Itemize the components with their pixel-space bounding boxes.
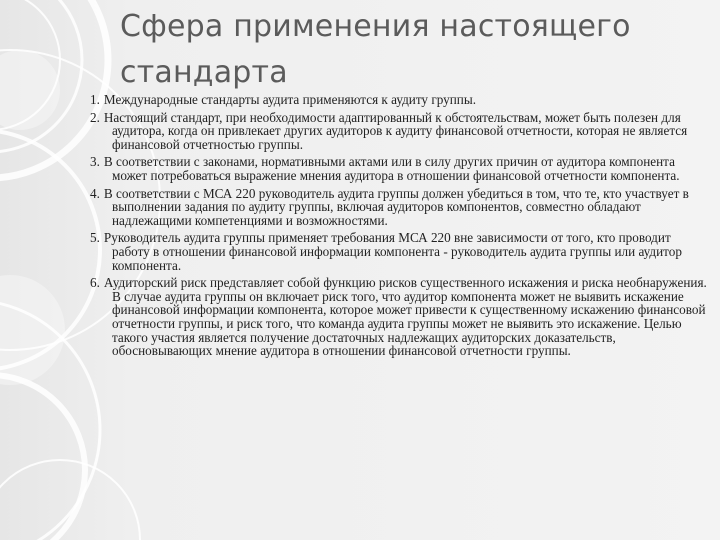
- item-text: Руководитель аудита группы применяет требования МСА 220 вне зависимости от того, кто проводит работу в отношении финансовой информации компонента - руководитель аудита группы или аудитор компонента.: [103, 230, 682, 273]
- list-item: [90, 155, 710, 182]
- list-item: [90, 187, 710, 228]
- scope-list: [90, 93, 710, 362]
- item-text: В соответствии с МСА 220 руководитель аудита группы должен убедиться в том, что те, кто участвует в выполнении задания по аудиту группы, включая аудиторов компонентов, совместно обладают надлежащими компетенциями и возможностями.: [103, 185, 689, 228]
- item-text: В соответствии с законами, нормативными актами или в силу других причин от аудитора компонента может потребоваться выражение мнения аудитора в отношении финансовой отчетности компонента.: [103, 154, 680, 183]
- list-item: [90, 276, 710, 358]
- item-number: 3.: [90, 154, 100, 170]
- item-number: 5.: [90, 230, 100, 246]
- item-number: 4.: [90, 185, 100, 201]
- item-number: 6.: [90, 275, 100, 291]
- list-item: [90, 111, 710, 152]
- list-item: [90, 93, 710, 107]
- slide-title: Сфера применения настоящего стандарта: [120, 9, 631, 90]
- item-text: Международные стандарты аудита применяются к аудиту группы.: [103, 92, 477, 107]
- item-text: Настоящий стандарт, при необходимости адаптированный к обстоятельствам, может быть полезен для аудитора, когда он привлекает других аудиторов к аудиту финансовой отчетности, которая не является финансовой отчетностью группы.: [103, 109, 688, 152]
- list-item: [90, 231, 710, 272]
- item-text: Аудиторский риск представляет собой функцию рисков существенного искажения и риска необнаружения. В случае аудита группы он включает риск того, что аудитор компонента может не выявить искажение финансовой информации компонента, которое может привести к существенному искажению финансовой отчетности группы, и риск того, что команда аудита группы может не выявить это искажение. Целью такого участия является получение достаточных надлежащих аудиторских доказательств, обосновывающих мнение аудитора в отношении финансовой отчетности группы.: [103, 275, 707, 359]
- item-number: 1.: [90, 92, 100, 107]
- item-number: 2.: [90, 109, 100, 125]
